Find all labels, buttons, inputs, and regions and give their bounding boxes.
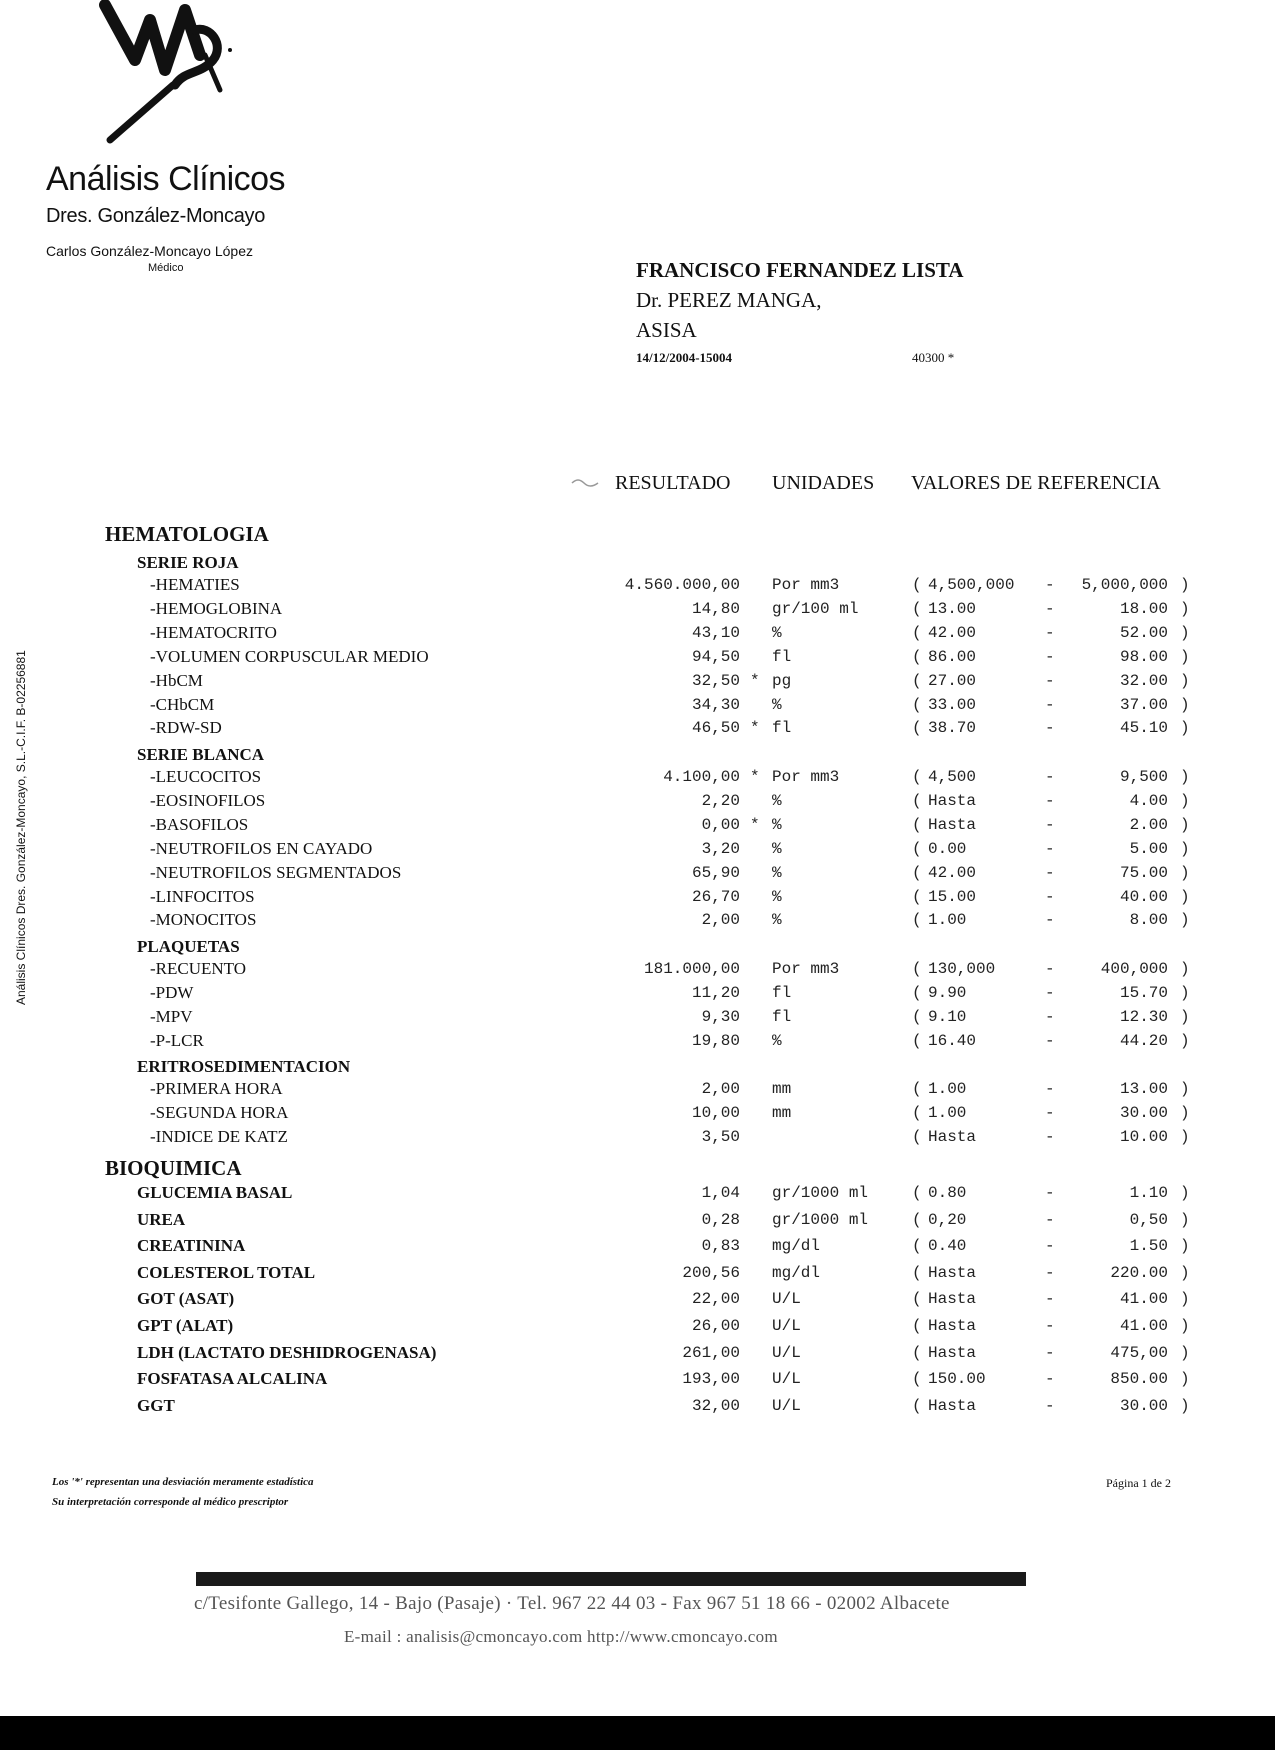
reference-open-paren: ( [912,887,922,906]
reference-high: 98.00 [1119,647,1168,666]
test-name: -INDICE DE KATZ [150,1126,288,1146]
test-unit: fl [772,719,792,738]
scan-smudge [570,475,600,491]
reference-high: 41.00 [1119,1290,1168,1309]
test-unit: mm [772,1080,792,1098]
test-result: 2,00 [701,911,740,930]
subsection-title: ERITROSEDIMENTACION [137,1057,351,1076]
test-result: 11,20 [691,983,740,1002]
reference-close-paren: ) [1180,1237,1190,1256]
subsection-title: SERIE BLANCA [137,745,265,764]
reference-open-paren: ( [912,576,922,594]
test-result: 9,30 [701,1007,740,1026]
test-name: -HEMATIES [150,575,240,594]
reference-high: 45.10 [1119,719,1168,738]
patient-date-ref: 14/12/2004-15004 [636,350,733,365]
test-result: 32,00 [691,1396,740,1415]
reference-open-paren: ( [912,719,922,738]
reference-high: 41.00 [1119,1317,1168,1335]
reference-low: 0.80 [928,1184,967,1202]
reference-low: Hasta [928,791,977,810]
column-header-units: UNIDADES [772,472,875,494]
reference-high: 13.00 [1119,1080,1168,1098]
reference-close-paren: ) [1180,1396,1190,1415]
reference-low: 1.00 [928,911,967,930]
reference-low: 27.00 [928,671,977,690]
reference-high: 10.00 [1119,1127,1168,1146]
test-result: 22,00 [691,1290,740,1309]
test-result: 2,00 [701,1080,740,1098]
test-unit: U/L [772,1290,801,1309]
reference-high: 37.00 [1119,695,1168,714]
test-unit: % [772,1031,782,1050]
test-unit: gr/1000 ml [772,1210,869,1229]
reference-open-paren: ( [912,1317,922,1335]
footnote-interpretation: Su interpretación corresponde al médico prescriptor [52,1496,289,1508]
test-unit: % [772,887,782,906]
reference-high: 32.00 [1119,671,1168,690]
reference-dash: - [1045,1317,1055,1335]
test-result: 26,70 [691,887,740,906]
reference-dash: - [1045,1343,1055,1362]
reference-low: 42.00 [928,863,977,882]
reference-close-paren: ) [1180,911,1190,930]
reference-open-paren: ( [912,1080,922,1098]
reference-close-paren: ) [1180,1007,1190,1026]
reference-close-paren: ) [1180,576,1190,594]
test-result: 34,30 [691,695,740,714]
page-number: Página 1 de 2 [1106,1476,1171,1490]
test-result: 193,00 [682,1370,740,1389]
test-name: -MPV [150,1006,193,1026]
test-result: 0,83 [701,1237,740,1256]
test-result: 43,10 [691,623,740,642]
reference-open-paren: ( [912,671,922,690]
test-result: 65,90 [691,863,740,882]
reference-dash: - [1045,599,1055,618]
reference-close-paren: ) [1180,983,1190,1002]
reference-close-paren: ) [1180,695,1190,714]
reference-open-paren: ( [912,1127,922,1146]
reference-close-paren: ) [1180,647,1190,666]
reference-close-paren: ) [1180,960,1190,978]
reference-high: 75.00 [1119,863,1168,882]
test-unit: % [772,815,782,834]
reference-high: 220.00 [1110,1263,1168,1282]
reference-open-paren: ( [912,863,922,882]
reference-open-paren: ( [912,815,922,834]
reference-low: Hasta [928,1290,977,1309]
test-result: 46,50 [691,719,740,738]
test-name: -PRIMERA HORA [150,1079,283,1098]
test-unit: % [772,623,782,642]
reference-dash: - [1045,1370,1055,1389]
reference-dash: - [1045,1210,1055,1229]
reference-dash: - [1045,1007,1055,1026]
test-name: GGT [137,1395,175,1415]
lab-doctor-role: Médico [148,262,184,274]
reference-dash: - [1045,1290,1055,1309]
patient-code: 40300 * [912,350,955,365]
test-name: -HbCM [150,670,203,690]
reference-high: 5.00 [1129,839,1168,858]
footnote-asterisk: Los '*' representan una desviación meramente estadística [52,1476,314,1488]
reference-dash: - [1045,1127,1055,1146]
test-name: GOT (ASAT) [137,1289,235,1309]
reference-low: 42.00 [928,623,977,642]
lab-subtitle: Dres. González-Moncayo [46,205,266,227]
test-result: 32,50 [691,671,740,690]
test-unit: % [772,791,782,810]
reference-open-paren: ( [912,1103,922,1122]
reference-low: 33.00 [928,695,977,714]
reference-dash: - [1045,1080,1055,1098]
reference-dash: - [1045,839,1055,858]
subsection-title: PLAQUETAS [137,937,240,956]
test-name: COLESTEROL TOTAL [137,1262,316,1282]
reference-dash: - [1045,647,1055,666]
section-title: HEMATOLOGIA [105,522,269,546]
test-unit: U/L [772,1370,801,1389]
test-name: -RDW-SD [150,718,222,738]
test-result: 261,00 [682,1343,740,1362]
reference-dash: - [1045,1263,1055,1282]
reference-high: 8.00 [1129,911,1168,930]
reference-dash: - [1045,887,1055,906]
reference-close-paren: ) [1180,1290,1190,1309]
test-result: 0,28 [701,1210,740,1229]
test-result: 4.560.000,00 [624,576,740,594]
reference-dash: - [1045,791,1055,810]
reference-dash: - [1045,960,1055,978]
test-result: 26,00 [691,1317,740,1335]
test-unit: gr/1000 ml [772,1184,869,1202]
reference-open-paren: ( [912,647,922,666]
reference-open-paren: ( [912,1031,922,1050]
reference-high: 2.00 [1129,815,1168,834]
reference-low: Hasta [928,1263,977,1282]
reference-open-paren: ( [912,791,922,810]
reference-open-paren: ( [912,1290,922,1309]
reference-low: 4,500 [928,768,977,786]
reference-high: 0,50 [1129,1210,1168,1229]
reference-low: 9.10 [928,1007,967,1026]
reference-close-paren: ) [1180,671,1190,690]
reference-dash: - [1045,911,1055,930]
reference-dash: - [1045,576,1055,594]
reference-high: 475,00 [1110,1343,1168,1362]
test-unit: Por mm3 [772,576,840,594]
reference-open-paren: ( [912,911,922,930]
patient-insurer: ASISA [636,318,697,342]
test-unit: % [772,911,782,930]
reference-low: 9.90 [928,983,967,1002]
reference-open-paren: ( [912,695,922,714]
deviation-flag: * [750,815,760,834]
test-result: 19,80 [691,1031,740,1050]
reference-dash: - [1045,983,1055,1002]
patient-name: FRANCISCO FERNANDEZ LISTA [636,258,964,282]
lab-name: Análisis Clínicos [46,160,286,198]
scan-bottom-band [0,1716,1275,1750]
reference-high: 18.00 [1119,599,1168,618]
reference-close-paren: ) [1180,768,1190,786]
reference-open-paren: ( [912,1007,922,1026]
test-result: 3,20 [701,839,740,858]
reference-high: 12.30 [1119,1007,1168,1026]
test-unit: fl [772,1007,792,1026]
test-unit: U/L [772,1343,801,1362]
reference-close-paren: ) [1180,1184,1190,1202]
reference-dash: - [1045,623,1055,642]
test-name: -RECUENTO [150,959,247,978]
test-unit: % [772,695,782,714]
reference-low: 1.00 [928,1080,967,1098]
test-name: -LINFOCITOS [150,886,255,906]
reference-open-paren: ( [912,1396,922,1415]
section-title: BIOQUIMICA [105,1156,242,1180]
reference-dash: - [1045,1237,1055,1256]
test-result: 1,04 [701,1184,740,1202]
reference-low: Hasta [928,1343,977,1362]
reference-close-paren: ) [1180,599,1190,618]
reference-low: 4,500,000 [928,576,1015,594]
test-name: -MONOCITOS [150,910,257,930]
footer-bar [196,1572,1026,1586]
reference-high: 850.00 [1110,1370,1168,1389]
test-name: -PDW [150,982,194,1002]
reference-open-paren: ( [912,768,922,786]
test-unit: Por mm3 [772,768,840,786]
reference-close-paren: ) [1180,1343,1190,1362]
reference-dash: - [1045,695,1055,714]
test-unit: fl [772,647,792,666]
test-unit: % [772,863,782,882]
reference-close-paren: ) [1180,1080,1190,1098]
test-name: -VOLUMEN CORPUSCULAR MEDIO [150,646,429,666]
reference-close-paren: ) [1180,815,1190,834]
test-name: -SEGUNDA HORA [150,1102,289,1122]
reference-low: Hasta [928,815,977,834]
test-result: 14,80 [691,599,740,618]
reference-dash: - [1045,719,1055,738]
test-unit: U/L [772,1317,801,1335]
reference-low: Hasta [928,1317,977,1335]
reference-dash: - [1045,768,1055,786]
test-unit: % [772,839,782,858]
reference-high: 1.10 [1129,1184,1168,1202]
test-name: -NEUTROFILOS EN CAYADO [150,838,373,858]
test-name: -EOSINOFILOS [150,790,266,810]
test-unit: mg/dl [772,1263,821,1282]
reference-open-paren: ( [912,1343,922,1362]
reference-close-paren: ) [1180,719,1190,738]
reference-low: 86.00 [928,647,977,666]
footer-address: c/Tesifonte Gallego, 14 - Bajo (Pasaje) · Tel. 967 22 44 03 - Fax 967 51 18 66 - 02002 Albacete [194,1593,950,1614]
reference-high: 1.50 [1129,1237,1168,1256]
side-legal-text: Análisis Clínicos Dres. González-Moncayo, S.L.-C.I.F. B-02256881 [14,650,28,1005]
reference-low: 15.00 [928,887,977,906]
test-unit: gr/100 ml [772,599,859,618]
reference-high: 40.00 [1119,887,1168,906]
test-name: UREA [137,1209,186,1229]
reference-high: 44.20 [1119,1031,1168,1050]
reference-low: Hasta [928,1127,977,1146]
test-name: GPT (ALAT) [137,1316,234,1335]
reference-dash: - [1045,1031,1055,1050]
reference-open-paren: ( [912,599,922,618]
test-name: -BASOFILOS [150,814,249,834]
reference-close-paren: ) [1180,863,1190,882]
test-name: -HEMOGLOBINA [150,598,283,618]
test-name: FOSFATASA ALCALINA [137,1369,328,1389]
column-header-reference: VALORES DE REFERENCIA [911,472,1161,494]
reference-low: 38.70 [928,719,977,738]
reference-high: 9,500 [1119,768,1168,786]
test-unit: mm [772,1103,792,1122]
deviation-flag: * [750,671,760,690]
reference-open-paren: ( [912,1237,922,1256]
reference-open-paren: ( [912,960,922,978]
reference-low: 0.00 [928,839,967,858]
reference-open-paren: ( [912,1370,922,1389]
reference-low: 16.40 [928,1031,977,1050]
lab-doctor: Carlos González-Moncayo López [46,243,253,259]
test-unit: mg/dl [772,1237,821,1256]
reference-close-paren: ) [1180,1370,1190,1389]
reference-low: 0,20 [928,1210,967,1229]
reference-low: 13.00 [928,599,977,618]
reference-open-paren: ( [912,839,922,858]
reference-close-paren: ) [1180,791,1190,810]
reference-high: 52.00 [1119,623,1168,642]
reference-close-paren: ) [1180,1031,1190,1050]
reference-open-paren: ( [912,1210,922,1229]
test-result: 3,50 [701,1127,740,1146]
test-name: -CHbCM [150,694,215,714]
reference-high: 15.70 [1119,983,1168,1002]
test-result: 94,50 [691,647,740,666]
reference-high: 400,000 [1100,960,1168,978]
subsection-title: SERIE ROJA [137,553,239,572]
test-result: 200,56 [682,1263,740,1282]
footer-email: E-mail : analisis@cmoncayo.com http://www.cmoncayo.com [344,1627,778,1646]
reference-close-paren: ) [1180,623,1190,642]
test-result: 10,00 [691,1103,740,1122]
reference-high: 5,000,000 [1081,576,1168,594]
test-name: -HEMATOCRITO [150,622,277,642]
reference-low: Hasta [928,1396,977,1415]
reference-dash: - [1045,671,1055,690]
reference-open-paren: ( [912,1184,922,1202]
test-result: 2,20 [701,791,740,810]
reference-open-paren: ( [912,623,922,642]
test-result: 0,00 [701,815,740,834]
reference-close-paren: ) [1180,839,1190,858]
test-unit: U/L [772,1396,801,1415]
test-name: LDH (LACTATO DESHIDROGENASA) [137,1342,437,1362]
reference-open-paren: ( [912,1263,922,1282]
reference-high: 30.00 [1119,1396,1168,1415]
test-unit: fl [772,983,792,1002]
test-result: 181.000,00 [643,960,740,978]
reference-close-paren: ) [1180,1317,1190,1335]
patient-doctor: Dr. PEREZ MANGA, [636,288,822,312]
reference-high: 30.00 [1119,1103,1168,1122]
reference-dash: - [1045,1103,1055,1122]
reference-close-paren: ) [1180,887,1190,906]
reference-close-paren: ) [1180,1210,1190,1229]
test-unit: Por mm3 [772,960,840,978]
test-name: CREATININA [137,1236,246,1256]
test-name: -P-LCR [150,1030,204,1050]
reference-low: 0.40 [928,1237,967,1256]
reference-close-paren: ) [1180,1127,1190,1146]
reference-close-paren: ) [1180,1263,1190,1282]
test-name: -LEUCOCITOS [150,767,262,786]
reference-dash: - [1045,1184,1055,1202]
reference-close-paren: ) [1180,1103,1190,1122]
test-name: GLUCEMIA BASAL [137,1183,293,1202]
reference-dash: - [1045,815,1055,834]
reference-dash: - [1045,1396,1055,1415]
reference-low: 1.00 [928,1103,967,1122]
deviation-flag: * [750,768,760,786]
reference-open-paren: ( [912,983,922,1002]
test-name: -NEUTROFILOS SEGMENTADOS [150,862,402,882]
reference-dash: - [1045,863,1055,882]
deviation-flag: * [750,719,760,738]
column-header-result: RESULTADO [615,472,731,494]
test-unit: pg [772,671,792,690]
reference-high: 4.00 [1129,791,1168,810]
reference-low: 130,000 [928,960,996,978]
reference-low: 150.00 [928,1370,986,1389]
test-result: 4.100,00 [663,768,740,786]
lab-logo [95,0,265,150]
